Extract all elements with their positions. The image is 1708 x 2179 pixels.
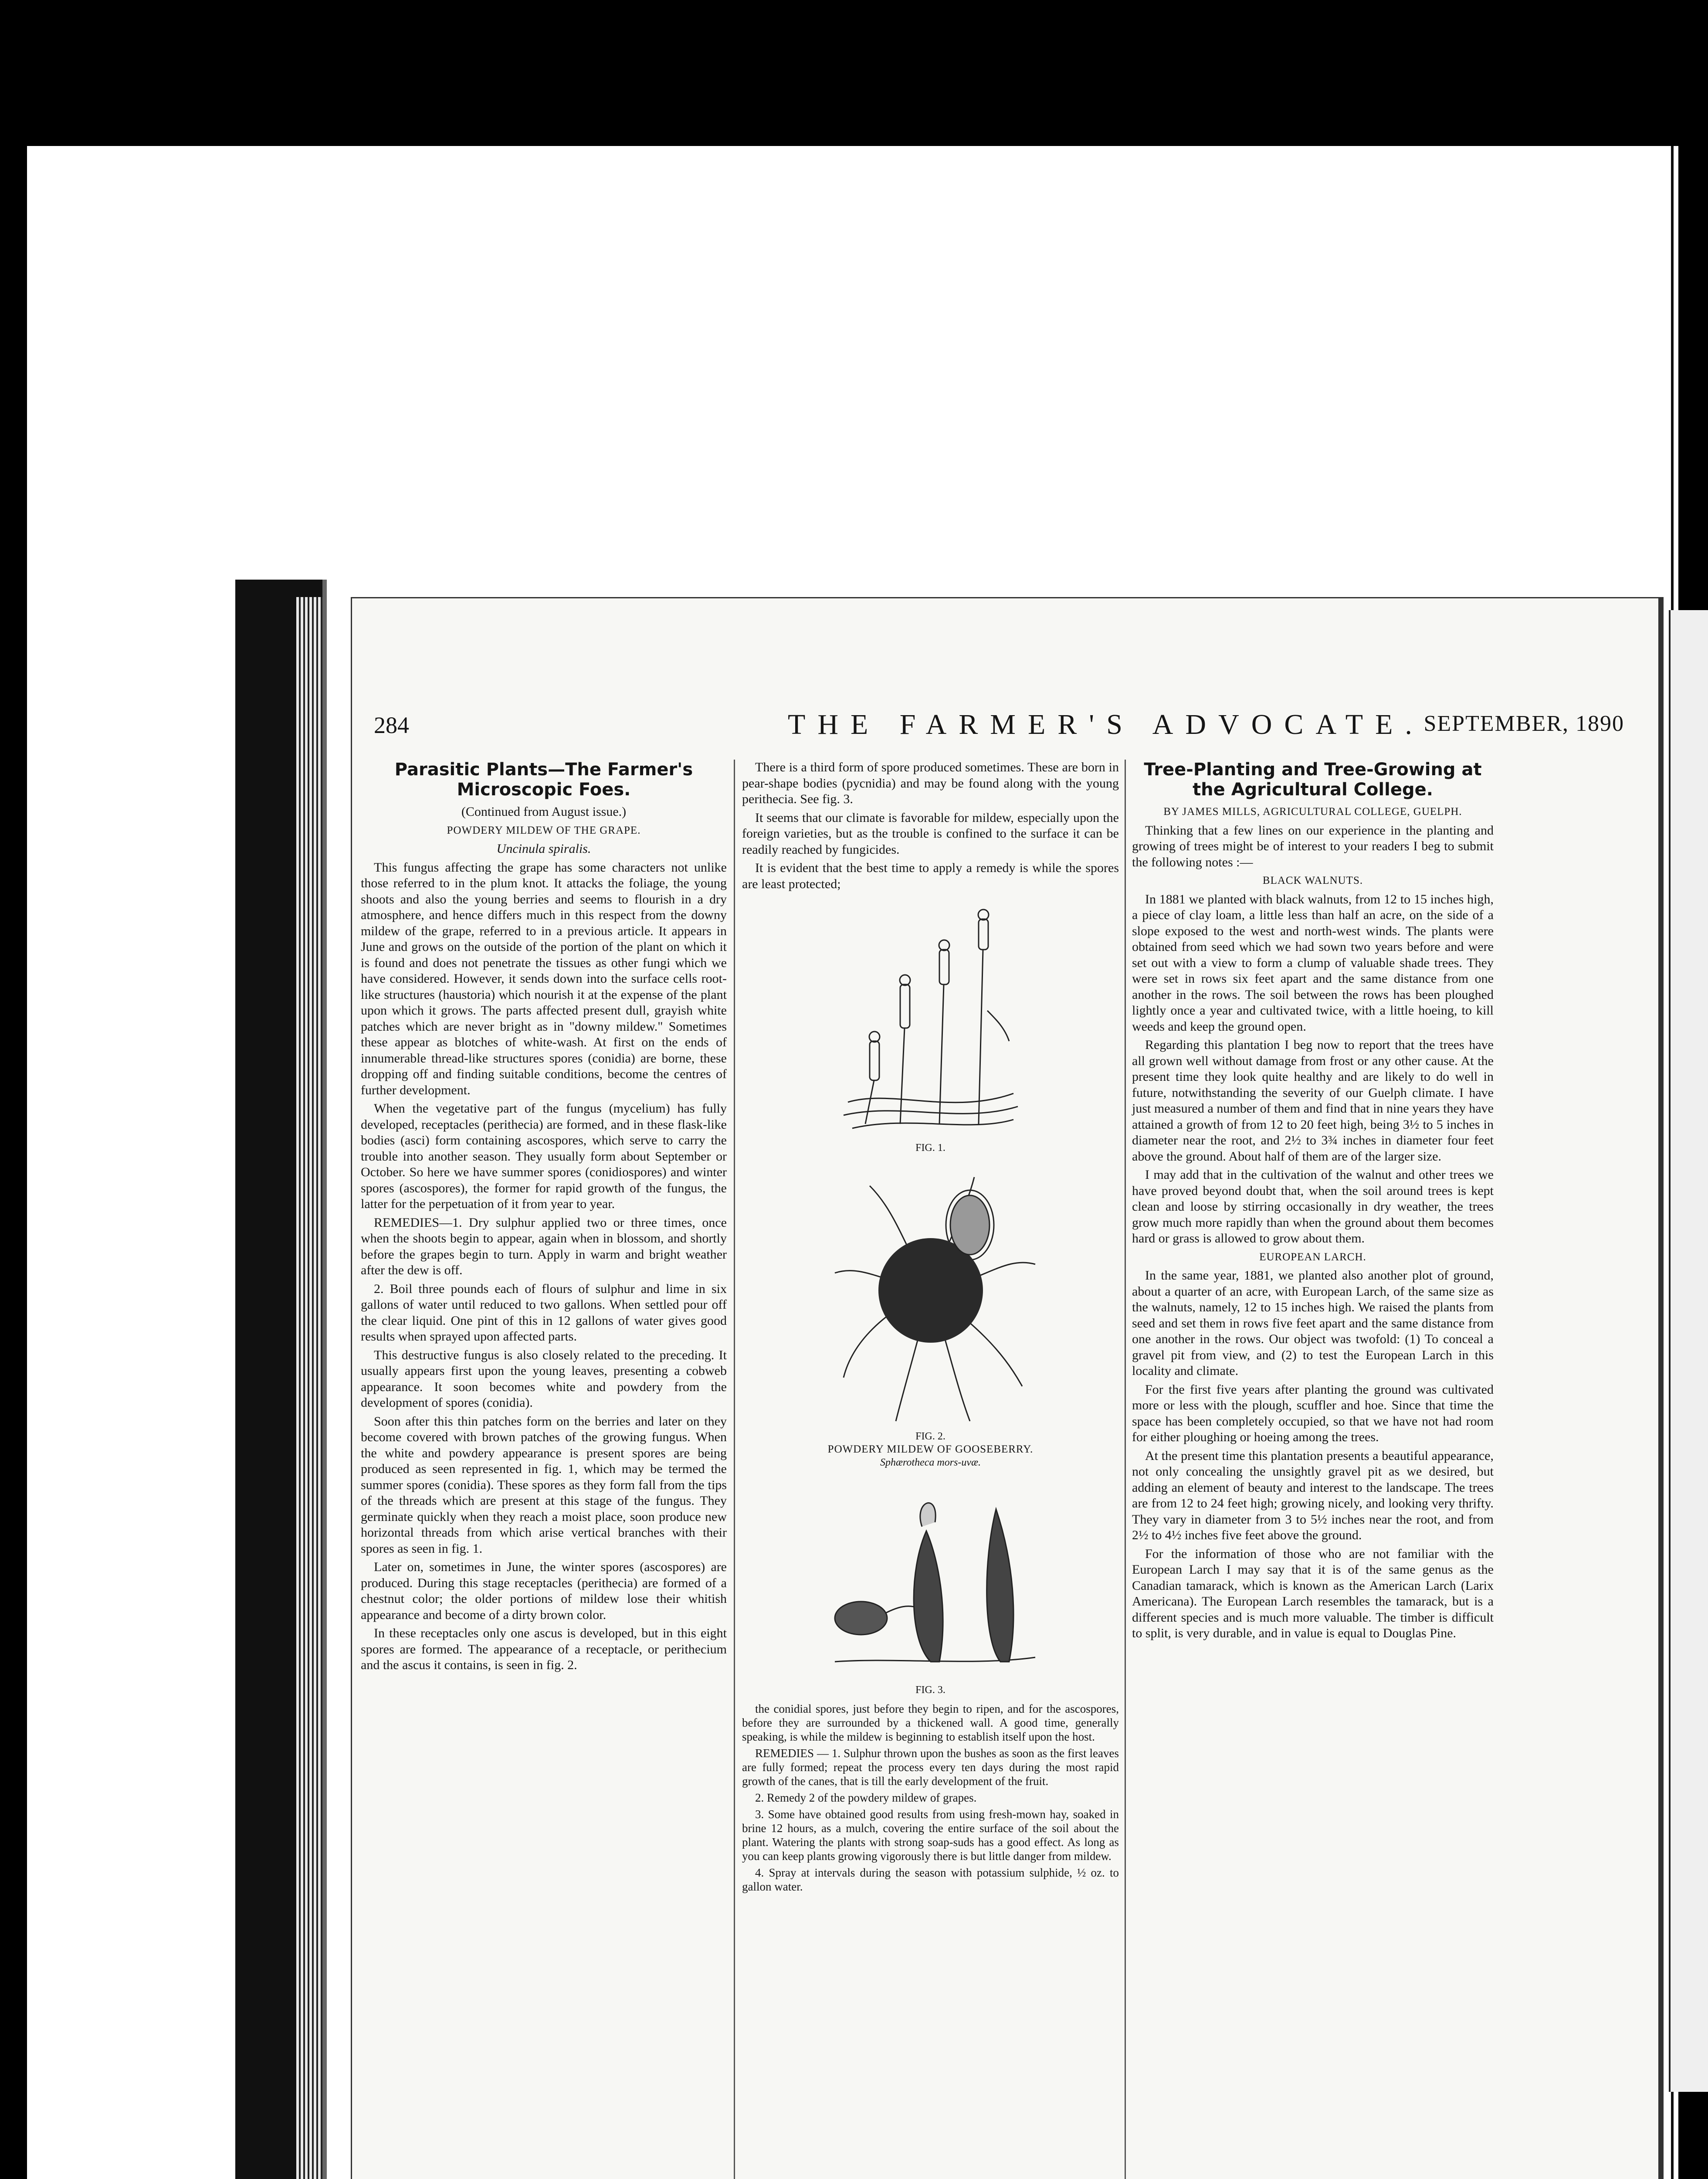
microfilm-border-top xyxy=(0,0,1708,48)
paragraph: In 1881 we planted with black walnuts, from 12 to 15 inches high, a piece of clay loam, a little less than half an acre, on the side of a slope exposed to the west and north-west winds. The plants were obtained from seed which we had sown two years before and were set out with a view to form a clump of valuable shade trees. They were set in rows six feet apart and the same distance from one another in the rows. The soil between the rows has been ploughed lightly once a year and cultivated twice, with a little hoeing, to kill weeds and keep the ground open. xyxy=(1132,892,1494,1034)
publication-title: THE FARMER'S ADVOCATE. xyxy=(788,709,1424,740)
byline: BY JAMES MILLS, AGRICULTURAL COLLEGE, GUELPH. xyxy=(1163,806,1462,818)
figure-2 xyxy=(742,1160,1119,1469)
paragraph: There is a third form of spore produced sometimes. These are born in pear-shape bodies (pycnidia) and may be found along with the young perithecia. See fig. 3. xyxy=(742,760,1119,806)
spine-edge xyxy=(322,580,327,2179)
paragraph: This destructive fungus is also closely related to the preceding. It usually appears first upon the young leaves, presenting a cobweb appearance. It soon becomes white and powdery from the development of spores (conidia). xyxy=(361,1347,727,1410)
column-rule xyxy=(1125,760,1126,2179)
page-number: 284 xyxy=(374,712,409,738)
paragraph: Thinking that a few lines on our experience in the planting and growing of trees might be of interest to your readers I beg to submit the following notes :— xyxy=(1132,823,1494,869)
figure-caption: FIG. 2. xyxy=(915,1431,946,1442)
figure-caption: FIG. 3. xyxy=(915,1684,946,1696)
adjacent-page-edge xyxy=(1669,610,1708,2092)
conidiophores-illustration xyxy=(839,897,1022,1141)
paragraph: It seems that our climate is favorable for mildew, especially upon the foreign varieties, but as the trouble is confined to the surface it can be readily reached by fungicides. xyxy=(742,810,1119,857)
paragraph: the conidial spores, just before they begin to ripen, and for the ascospores, before they are surrounded by a thickened wall. A good time, generally speaking, is while the mildew is beginning to establish itself upon the host. xyxy=(742,1702,1119,1743)
column-3 xyxy=(1132,760,1494,1642)
paragraph: When the vegetative part of the fungus (mycelium) has fully developed, receptacles (perithecia) are formed, and in these flask-like bodies (asci) form containing ascospores, which serve to carry the trouble into another season. They usually form about September or October. So here we have summer spores (conidiospores) and winter spores (ascospores), the former for rapid growth of the fungus, the latter for the perpetuation of it from year to year. xyxy=(361,1101,727,1211)
paragraph: This fungus affecting the grape has some characters not unlike those referred to in the plum knot. It attacks the foliage, the young shoots and also the young berries and seems to flourish in a dry atmosphere, and hence differs much in this respect from the downy mildew of the grape, referred to in a previous article. It appears in June and grows on the outside of the portion of the plant on which it is found and does not penetrate the tissues as other fungi which we have considered. However, it sends down into the surface cells root-like structures (haustoria) which nourish it at the expense of the plant upon which it grows. The parts affected present dull, grayish white patches which are never bright as in "downy mildew." Sometimes these appear as blotches of white-wash. At first on the ends of innumerable thread-like structures spores (conidia) are borne, these dropping off and finding suitable conditions, become the centres of further development. xyxy=(361,860,727,1097)
continued-note: (Continued from August issue.) xyxy=(461,804,627,819)
species-name: Uncinula spiralis. xyxy=(496,842,591,856)
bound-volume xyxy=(235,580,1664,2179)
figure-caption: FIG. 1. xyxy=(915,1142,946,1154)
column-2 xyxy=(742,760,1119,1894)
figure-3 xyxy=(742,1474,1119,1697)
article-title: Tree-Planting and Tree-Growing at the Agricultural College. xyxy=(1144,760,1482,800)
paragraph: I may add that in the cultivation of the walnut and other trees we have proved beyond doubt that, when the soil around trees is kept clean and loose by stirring occasionally in dry weather, the trees grow much more rapidly than when the ground about them becomes hard or grass is allowed to grow about them. xyxy=(1132,1168,1494,1246)
column-2-bottom-text xyxy=(742,1702,1119,1894)
paragraph: Later on, sometimes in June, the winter spores (ascospores) are produced. During this stage receptacles (perithecia) are formed of a chestnut color; the older portions of mildew lose their whitish appearance and become of a dirty brown color. xyxy=(361,1560,727,1622)
paragraph: For the information of those who are not familiar with the European Larch I may say that it is of the same genus as the Canadian tamarack, which is known as the American Larch (Larix Americana). The European Larch resembles the tamarack, but is a different species and is much more valuable. The timber is difficult to split, is very durable, and in value is equal to Douglas Pine. xyxy=(1132,1546,1494,1640)
pycnidia-illustration xyxy=(809,1474,1053,1683)
paragraph: 2. Remedy 2 of the powdery mildew of grapes. xyxy=(755,1791,977,1804)
figure-1 xyxy=(742,897,1119,1154)
issue-date: SEPTEMBER, 1890 xyxy=(1423,711,1624,736)
paragraph: In these receptacles only one ascus is developed, but in this eight spores are formed. The appearance of a receptacle, or perithecium and the ascus it contains, is seen in fig. 2. xyxy=(361,1626,727,1672)
perithecium-illustration xyxy=(817,1160,1044,1430)
figure-species: Sphærotheca mors-uvæ. xyxy=(880,1457,981,1468)
paragraph: 3. Some have obtained good results from using fresh-mown hay, soaked in brine 12 hours, as a mulch, covering the entire surface of the soil about the plant. Watering the plants with strong soap-suds has a good effect. As long as you can keep plants growing vigorously there is but little danger from mildew. xyxy=(742,1808,1119,1863)
section-heading: BLACK WALNUTS. xyxy=(1262,875,1363,886)
newspaper-page xyxy=(351,597,1664,2179)
masthead xyxy=(352,703,1664,742)
paragraph: In the same year, 1881, we planted also another plot of ground, about a quarter of an acre, with European Larch, of the same size as the walnuts, namely, 12 to 15 inches high. We raised the plants from seed and set them in rows five feet apart and the same distance from one another in the rows. Our object was twofold: (1) To conceal a gravel pit from view, and (2) to test the European Larch in this locality and climate. xyxy=(1132,1268,1494,1378)
column-rule xyxy=(734,760,735,2179)
paragraph: REMEDIES — 1. Sulphur thrown upon the bushes as soon as the first leaves are fully formed; repeat the process every ten days during the most rapid growth of the canes, that is till the early development of the fruit. xyxy=(742,1747,1119,1788)
figure-title: POWDERY MILDEW OF GOOSEBERRY. xyxy=(827,1443,1034,1455)
paragraph: 2. Boil three pounds each of flours of sulphur and lime in six gallons of water until reduced to two gallons. When settled pour off the clear liquid. One pint of this in 12 gallons of water gives good results when sprayed upon affected parts. xyxy=(361,1281,727,1344)
paragraph: For the first five years after planting the ground was cultivated more or less with the plough, scuffler and hoe. Since that time the space has been completely occupied, so that we have not had room for either ploughing or hoeing among the trees. xyxy=(1132,1382,1494,1444)
paragraph: At the present time this plantation presents a beautiful appearance, not only concealing the unsightly gravel pit as we desired, but adding an element of beauty and interest to the landscape. The trees are from 12 to 24 feet high; growing nicely, and looking very thrifty. They vary in diameter from 3 to 5½ inches near the root, and from 2½ to 4½ inches five feet above the ground. xyxy=(1132,1448,1494,1542)
page-shadow xyxy=(1658,598,1664,2179)
paragraph: REMEDIES—1. Dry sulphur applied two or three times, once when the shoots begin to appear, again when in blossom, and shortly before the grapes begin to turn. Apply in warm and bright weather after the dew is off. xyxy=(361,1215,727,1277)
article-title: Parasitic Plants—The Farmer's Microscopic Foes. xyxy=(394,760,693,800)
paragraph: 4. Spray at intervals during the season with potassium sulphide, ½ oz. to gallon water. xyxy=(742,1866,1119,1893)
section-heading: EUROPEAN LARCH. xyxy=(1259,1251,1366,1263)
column-1 xyxy=(361,760,727,1673)
paragraph: Regarding this plantation I beg now to report that the trees have all grown well without damage from frost or any other cause. At the present time they look quite healthy and are likely to do well in future, notwithstanding the severity of our Guelph climate. I have just measured a number of them and find that in nine years they have attained a growth of from 12 to 20 feet high, being 3½ to 5 inches in diameter near the root, and 2½ to 3¾ inches in diameter four feet above the ground. About half of them are of the larger size. xyxy=(1132,1038,1494,1164)
paragraph: Soon after this thin patches form on the berries and later on they become covered with brown patches of the growing fungus. When the white and powdery appearance is present spores are being produced as seen represented in fig. 1, which may be termed the summer spores (conidia). These spores as they form fall from the tips of the threads which are present at this stage of the fungus. They germinate quickly when they reach a moist place, soon produce new horizontal threads from which arise vertical branches with their spores as seen in fig. 1. xyxy=(361,1414,727,1556)
paragraph: It is evident that the best time to apply a remedy is while the spores are least protected; xyxy=(742,861,1119,891)
section-heading: POWDERY MILDEW OF THE GRAPE. xyxy=(447,824,641,836)
